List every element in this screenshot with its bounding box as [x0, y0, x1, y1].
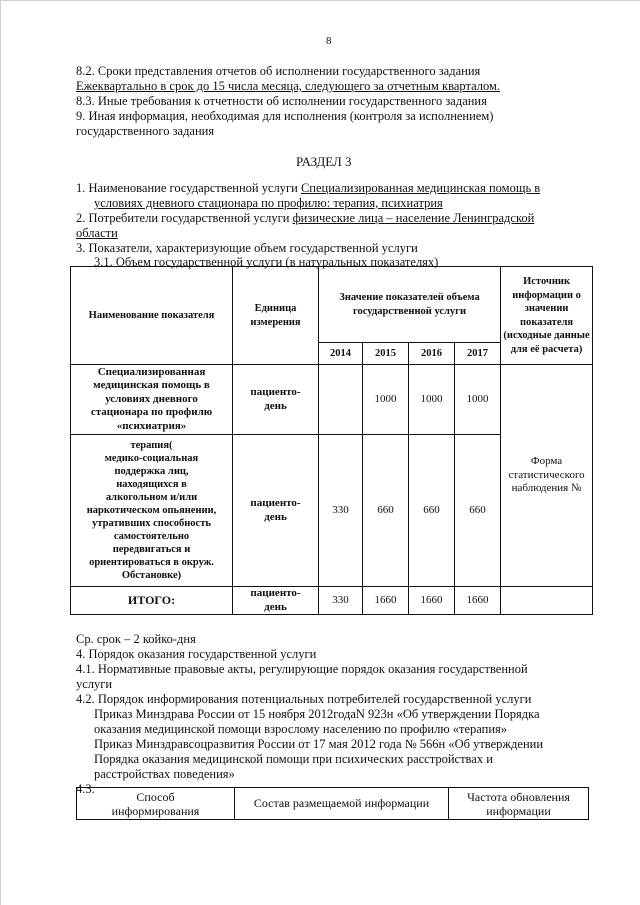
- order-923n-cont: оказания медицинской помощи взрослому населению по профилю «терапия»: [94, 722, 508, 736]
- item-4-3: 4.3.: [76, 782, 95, 796]
- total-value: 1660: [363, 587, 409, 615]
- info-table: [76, 787, 589, 820]
- section-title: РАЗДЕЛ 3: [296, 154, 352, 169]
- item-3: 3. Показатели, характеризующие объем государственной услуги: [76, 241, 418, 255]
- total-value: 1660: [455, 587, 501, 615]
- value-cell: 1000: [363, 365, 409, 435]
- header-indicator-name: Наименование показателя: [71, 267, 233, 365]
- order-923n: Приказ Минздрава России от 15 ноября 2012годаN 923н «Об утверждении Порядка: [94, 707, 540, 721]
- item-4-2: 4.2. Порядок информирования потенциальных потребителей государственной услуги: [76, 692, 532, 706]
- item-4: 4. Порядок оказания государственной услуги: [76, 647, 317, 661]
- scan-edge-top: [0, 0, 640, 1]
- value-cell: 660: [409, 435, 455, 587]
- indicator-unit: пациенто- день: [233, 435, 319, 587]
- year-header: 2016: [409, 343, 455, 365]
- scan-edge-left: [0, 0, 1, 905]
- order-566n-cont: Порядка оказания медицинской помощи при психических расстройствах и: [94, 752, 493, 766]
- total-source-cell: [501, 587, 593, 615]
- volume-table: [70, 266, 593, 615]
- item-1: [76, 181, 540, 196]
- item-8-2: 8.2. Сроки представления отчетов об исполнении государственного задания: [76, 64, 481, 78]
- item-9: 9. Иная информация, необходимая для исполнения (контроля за исполнением): [76, 109, 494, 123]
- average-duration: Ср. срок – 2 койко-дня: [76, 632, 196, 646]
- item-1-label: 1. Наименование государственной услуги: [76, 181, 301, 195]
- header-unit: Единица измерения: [233, 267, 319, 365]
- item-9-cont: государственного задания: [76, 124, 215, 138]
- item-4-1: 4.1. Нормативные правовые акты, регулирующие порядок оказания государственной: [76, 662, 528, 676]
- total-label: ИТОГО:: [71, 587, 233, 615]
- item-8-3: 8.3. Иные требования к отчетности об исполнении государственного задания: [76, 94, 487, 108]
- info-method-header: Способ информирования: [77, 788, 235, 820]
- page-number: 8: [326, 35, 332, 47]
- header-source: Источник информации о значении показателя (исходные данные для её расчета): [501, 267, 593, 365]
- value-cell: [319, 365, 363, 435]
- total-value: 1660: [409, 587, 455, 615]
- item-3-1: 3.1. Объем государственной услуги (в натуральных показателях): [94, 255, 439, 269]
- info-content-header: Состав размещаемой информации: [235, 788, 449, 820]
- total-unit: пациенто- день: [233, 587, 319, 615]
- year-header: 2014: [319, 343, 363, 365]
- value-cell: 1000: [409, 365, 455, 435]
- year-header: 2015: [363, 343, 409, 365]
- source-cell: Форма статистического наблюдения №: [501, 365, 593, 587]
- item-2-label: 2. Потребители государственной услуги: [76, 211, 293, 225]
- value-cell: 660: [455, 435, 501, 587]
- header-values: Значение показателей объема государственной услуги: [319, 267, 501, 343]
- item-4-1-cont: услуги: [76, 677, 113, 691]
- indicator-name: терапия( медико-социальная поддержка лиц, находящихся в алкогольном и/или наркотическом опьянении, утративших способность самостоятельно передвигаться и ориентироваться в окруж. Обстановке): [71, 435, 233, 587]
- item-2: [76, 211, 534, 226]
- info-frequency-header: Частота обновления информации: [449, 788, 589, 820]
- total-value: 330: [319, 587, 363, 615]
- item-1-value: Специализированная медицинская помощь в: [300, 181, 541, 195]
- value-cell: 330: [319, 435, 363, 587]
- item-2-value: физические лица – население Ленинградской: [292, 211, 535, 225]
- indicator-unit: пациенто- день: [233, 365, 319, 435]
- indicator-name: Специализированная медицинская помощь в условиях дневного стационара по профилю «психиатрия»: [71, 365, 233, 435]
- value-cell: 660: [363, 435, 409, 587]
- item-2-value-cont: области: [76, 226, 118, 240]
- total-row: [71, 587, 593, 615]
- item-1-value-cont: условиях дневного стационара по профилю: терапия, психиатрия: [94, 196, 443, 210]
- table-row: [71, 365, 593, 435]
- order-566n-cont: расстройствах поведения»: [94, 767, 235, 781]
- order-566n: Приказ Минздравсоцразвития России от 17 мая 2012 года № 566н «Об утверждении: [94, 737, 544, 751]
- year-header: 2017: [455, 343, 501, 365]
- item-8-2-value: Ежеквартально в срок до 15 числа месяца, следующего за отчетным кварталом.: [76, 79, 501, 93]
- value-cell: 1000: [455, 365, 501, 435]
